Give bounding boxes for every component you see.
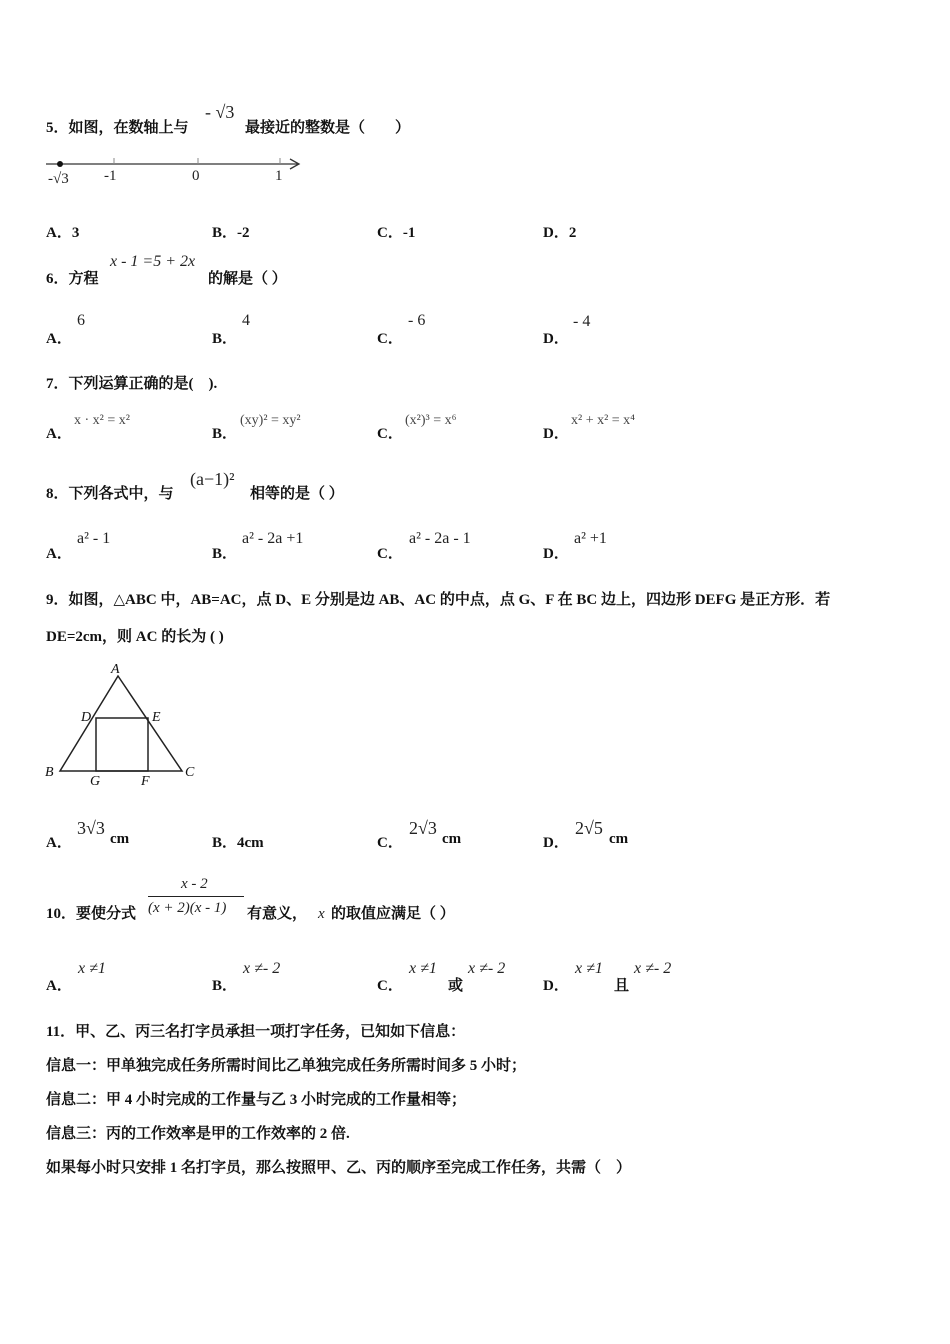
q10-option-d-value2: x ≠- 2 [634,960,672,977]
q10-option-d-conj: 且 [614,978,630,994]
q10-option-b-value: x ≠- 2 [243,960,281,977]
q7-option-b-value: (xy)² = xy² [240,413,301,428]
q6-option-c-label: C． [377,331,403,347]
q6-option-b-label: B． [212,331,238,347]
q11-line-1: 11．甲、乙、丙三名打字员承担一项打字任务，已知如下信息： [46,1024,466,1040]
q10-option-c-conj: 或 [448,978,464,994]
q10-prefix: 10．要使分式 [46,906,137,922]
q10-option-b-label: B． [212,978,238,994]
q6-suffix: 的解是（ ） [208,271,287,287]
fig-label-b: B [45,765,54,780]
fig-label-e: E [152,710,161,725]
q6-option-d-label: D． [543,331,569,347]
axis-label-1: 1 [275,168,283,184]
point-neg-sqrt3 [57,161,63,167]
q11-line-2: 信息一：甲单独完成任务所需时间比乙单独完成任务所需时间多 5 小时； [46,1058,527,1074]
q9-option-c-unit: cm [442,831,462,847]
q10-suffix: 的取值应满足（ ） [331,906,455,922]
axis-label-neg1: -1 [104,168,117,184]
q7-option-a-label: A． [46,426,72,442]
q8-option-b-label: B． [212,546,238,562]
q8-option-b-value: a² - 2a +1 [242,530,304,547]
q6-option-d-value: - 4 [573,313,591,330]
q10-option-c-value: x ≠1 [409,960,437,977]
q8-option-c-value: a² - 2a - 1 [409,530,471,547]
fig-label-a: A [111,662,120,677]
q10-numerator: x - 2 [181,876,208,892]
q5-suffix: 最接近的整数是（ ） [245,120,411,136]
q10-option-a-label: A． [46,978,72,994]
q11-line-3: 信息二：甲 4 小时完成的工作量与乙 3 小时完成的工作量相等； [46,1092,467,1108]
q7-option-d-value: x² + x² = x⁴ [571,413,636,428]
q7-option-c-value: (x²)³ = x⁶ [405,413,457,428]
fig-label-g: G [90,774,101,789]
q8-suffix: 相等的是（ ） [250,486,344,502]
q10-option-c-label: C． [377,978,403,994]
q8-expr: (a−1)² [190,469,235,489]
q9-option-c-label: C． [377,835,403,851]
q7-option-b-label: B． [212,426,238,442]
q8-option-a-value: a² - 1 [77,530,111,547]
q8-prefix: 8．下列各式中，与 [46,486,174,502]
axis-label-neg-sqrt3: -√3 [48,171,69,187]
q7-text: 7．下列运算正确的是( ). [46,376,218,392]
q9-option-a-label: A． [46,835,72,851]
fig-label-d: D [81,710,92,725]
fig-label-f: F [141,774,150,789]
q5-expr: - √3 [205,102,235,122]
q6-option-a-label: A． [46,331,72,347]
q7-option-d-label: D． [543,426,569,442]
q6-prefix: 6．方程 [46,271,99,287]
q9-option-d-unit: cm [609,831,629,847]
q9-option-d-value: 2√5 [575,818,603,838]
q10-option-d-value: x ≠1 [575,960,603,977]
axis-label-0: 0 [192,168,200,184]
q10-option-c-value2: x ≠- 2 [468,960,506,977]
q5-option-b: B．-2 [212,225,250,241]
q5-prefix: 5．如图，在数轴上与 [46,120,189,136]
q6-option-b-value: 4 [242,312,250,329]
q11-line-5: 如果每小时只安排 1 名打字员，那么按照甲、乙、丙的顺序至完成工作任务，共需（ ） [46,1160,632,1176]
q10-var: x [318,906,325,922]
number-line [40,150,310,195]
q10-option-d-label: D． [543,978,569,994]
q8-option-d-value: a² +1 [574,530,607,547]
q9-line2: DE=2cm，则 AC 的长为 ( ) [46,629,224,645]
q7-option-a-value: x · x² = x² [74,413,130,428]
q9-line1: 9．如图，△ABC 中，AB=AC，点 D、E 分别是边 AB、AC 的中点，点 G、F 在 BC 边上，四边形 DEFG 是正方形．若 [46,592,831,608]
q9-option-c-value: 2√3 [409,818,437,838]
q8-option-a-label: A． [46,546,72,562]
q5-option-c: C．-1 [377,225,416,241]
q6-expr: x - 1 =5 + 2x [110,253,196,270]
q8-option-c-label: C． [377,546,403,562]
q9-option-b: B．4cm [212,835,264,851]
q11-line-4: 信息三：丙的工作效率是甲的工作效率的 2 倍. [46,1126,350,1142]
q9-option-a-unit: cm [110,831,130,847]
triangle-figure [40,660,210,795]
q6-option-a-value: 6 [77,312,85,329]
fig-label-c: C [185,765,195,780]
q10-middle: 有意义， [247,906,308,922]
q9-option-d-label: D． [543,835,569,851]
q6-option-c-value: - 6 [408,312,426,329]
q10-denominator: (x + 2)(x - 1) [148,900,227,916]
q8-option-d-label: D． [543,546,569,562]
q10-option-a-value: x ≠1 [78,960,106,977]
q9-option-a-value: 3√3 [77,818,105,838]
q7-option-c-label: C． [377,426,403,442]
fraction-bar [148,896,244,897]
q5-option-d: D．2 [543,225,577,241]
q5-option-a: A．3 [46,225,80,241]
